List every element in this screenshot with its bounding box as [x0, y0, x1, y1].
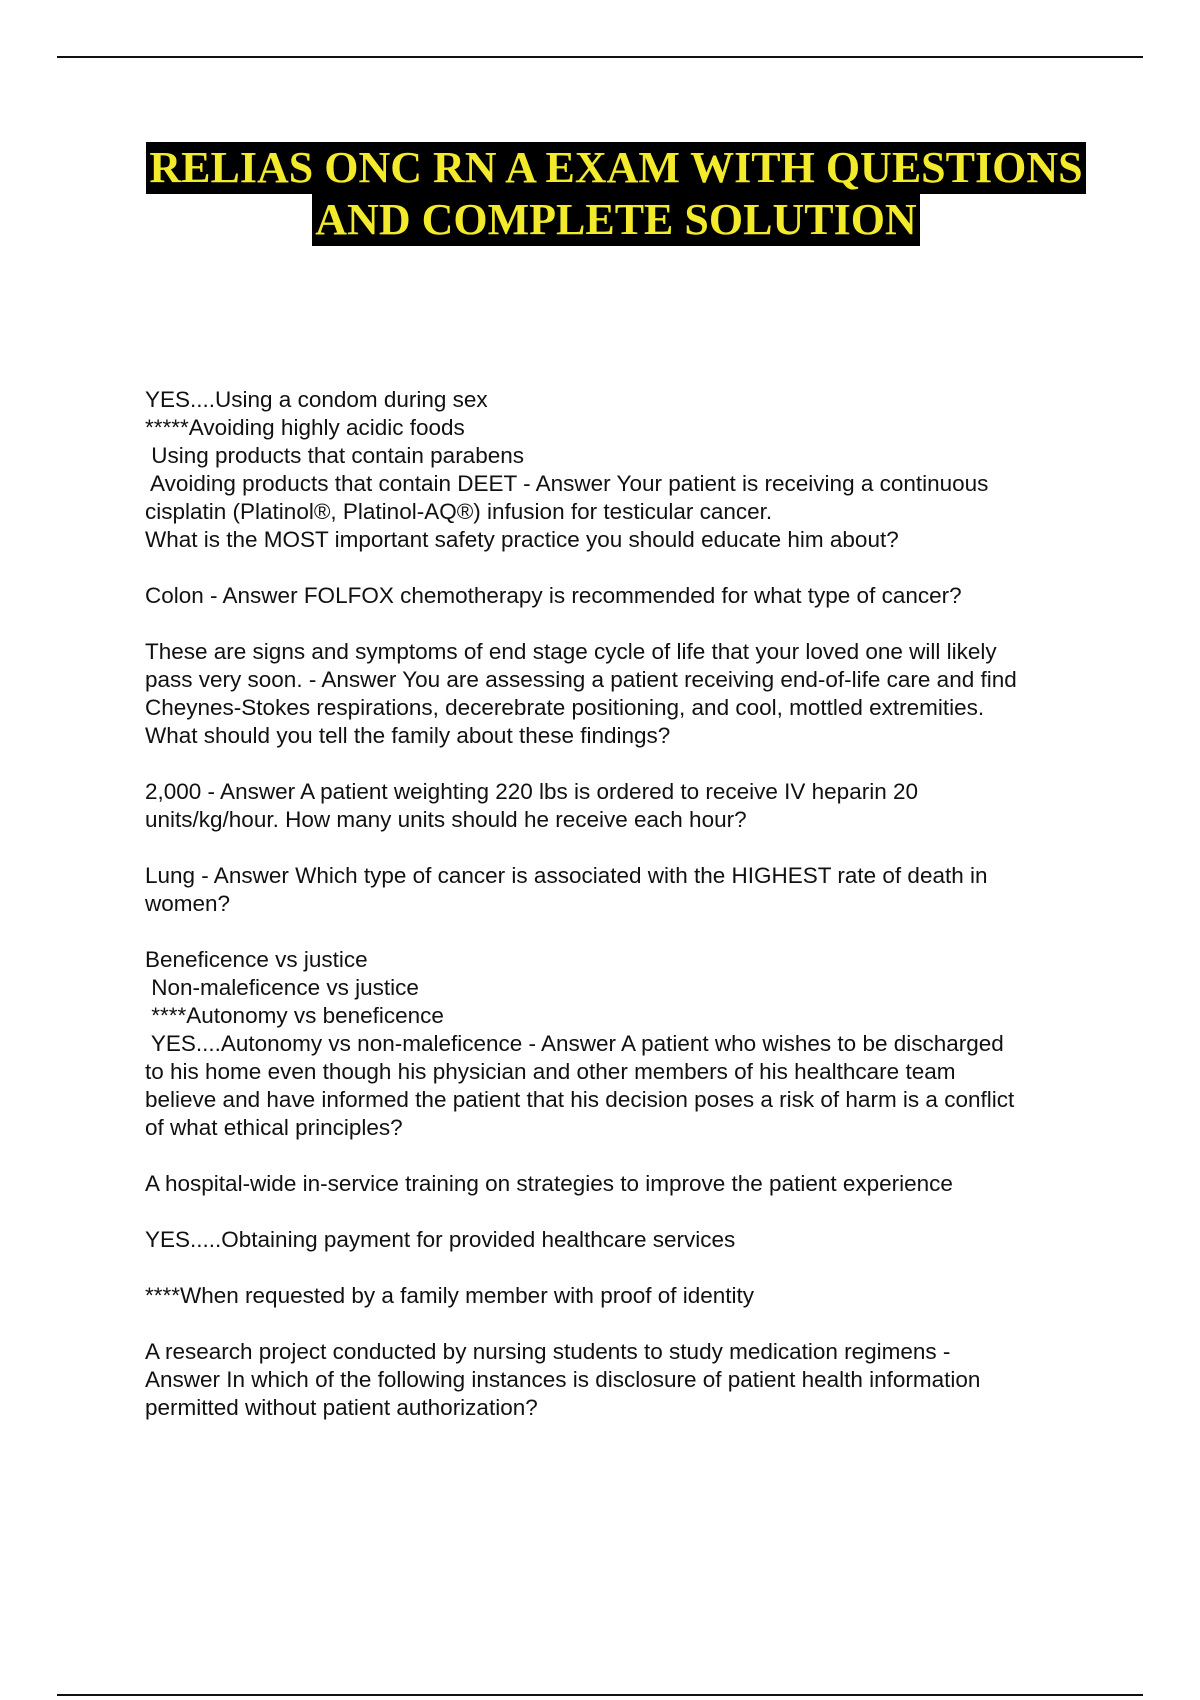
qa-block: [145, 946, 1095, 1142]
text-line: pass very soon. - Answer You are assessing a patient receiving end-of-life care and find: [145, 667, 1017, 692]
text-line: What should you tell the family about these findings?: [145, 723, 671, 748]
document-title: [80, 142, 1152, 246]
text-line: units/kg/hour. How many units should he receive each hour?: [145, 807, 747, 832]
qa-block: [145, 1226, 1095, 1254]
text-line: to his home even though his physician and other members of his healthcare team: [145, 1059, 956, 1084]
qa-block: [145, 1170, 1095, 1198]
text-line: Colon - Answer FOLFOX chemotherapy is recommended for what type of cancer?: [145, 583, 962, 608]
text-line: YES....Autonomy vs non-maleficence - Answer A patient who wishes to be discharged: [145, 1031, 1004, 1056]
text-line: ****When requested by a family member with proof of identity: [145, 1283, 755, 1308]
text-line: Beneficence vs justice: [145, 947, 368, 972]
text-line: What is the MOST important safety practice you should educate him about?: [145, 527, 899, 552]
text-line: *****Avoiding highly acidic foods: [145, 415, 465, 440]
qa-block: [145, 778, 1095, 834]
text-line: A hospital-wide in-service training on strategies to improve the patient experience: [145, 1171, 953, 1196]
text-line: Non-maleficence vs justice: [145, 975, 419, 1000]
text-line: women?: [145, 891, 231, 916]
qa-block: [145, 1338, 1095, 1422]
qa-block: [145, 582, 1095, 610]
qa-block: [145, 638, 1095, 750]
text-line: permitted without patient authorization?: [145, 1395, 538, 1420]
text-line: believe and have informed the patient that his decision poses a risk of harm is a conflict: [145, 1087, 1015, 1112]
text-line: ****Autonomy vs beneficence: [145, 1003, 444, 1028]
text-line: YES....Using a condom during sex: [145, 387, 488, 412]
title-line-1: RELIAS ONC RN A EXAM WITH QUESTIONS: [146, 142, 1085, 194]
text-line: of what ethical principles?: [145, 1115, 403, 1140]
top-rule: [57, 56, 1143, 58]
text-line: Answer In which of the following instances is disclosure of patient health information: [145, 1367, 981, 1392]
text-line: 2,000 - Answer A patient weighting 220 lbs is ordered to receive IV heparin 20: [145, 779, 918, 804]
qa-block: [145, 1282, 1095, 1310]
bottom-rule: [57, 1694, 1143, 1696]
text-line: Lung - Answer Which type of cancer is associated with the HIGHEST rate of death in: [145, 863, 988, 888]
text-line: cisplatin (Platinol®, Platinol-AQ®) infusion for testicular cancer.: [145, 499, 773, 524]
text-line: Avoiding products that contain DEET - Answer Your patient is receiving a continuous: [145, 471, 989, 496]
qa-block: [145, 862, 1095, 918]
text-line: Using products that contain parabens: [145, 443, 524, 468]
text-line: YES.....Obtaining payment for provided healthcare services: [145, 1227, 736, 1252]
qa-block: [145, 386, 1095, 554]
document-body: [145, 386, 1095, 1450]
text-line: A research project conducted by nursing students to study medication regimens -: [145, 1339, 951, 1364]
text-line: These are signs and symptoms of end stage cycle of life that your loved one will likely: [145, 639, 997, 664]
title-line-2: AND COMPLETE SOLUTION: [312, 194, 919, 246]
text-line: Cheynes-Stokes respirations, decerebrate positioning, and cool, mottled extremities.: [145, 695, 985, 720]
